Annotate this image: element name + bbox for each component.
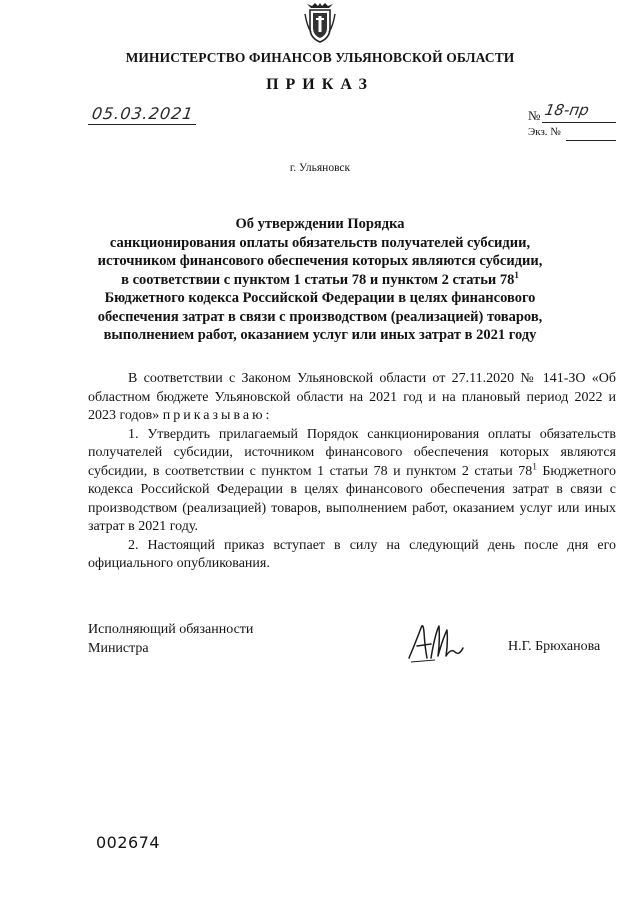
handwritten-signature bbox=[405, 618, 467, 666]
document-serial-number: 002674 bbox=[96, 833, 161, 852]
signer-name: Н.Г. Брюханова bbox=[508, 639, 601, 654]
title-superscript: 1 bbox=[514, 269, 519, 280]
title-line: источником финансового обеспечения которых являются субсидии, bbox=[97, 253, 543, 269]
signer-position: Исполняющий обязанности Министра bbox=[88, 622, 254, 656]
copy-number-underline bbox=[566, 140, 616, 141]
order-number: 18-пр bbox=[543, 101, 591, 119]
order-body bbox=[88, 370, 616, 574]
city: г. Ульяновск bbox=[289, 162, 351, 174]
title-line: Об утверждении Порядка bbox=[235, 216, 405, 232]
copy-number-label: Экз. № bbox=[528, 126, 561, 138]
document-type: ПРИКАЗ bbox=[266, 76, 374, 93]
title-line: выполнением работ, оказанием услуг или иных затрат в 2021 году bbox=[103, 327, 537, 343]
order-date: 05.03.2021 bbox=[90, 104, 195, 123]
clause-1: 1. Утвердить прилагаемый Порядок санкционирования оплаты обязательств получателей субсидии, источником финансового обеспечения которых являются субсидии, в соответствии с пунктом 1 статьи 78 и пунктом 2 статьи $78^1$ Бюджетного кодекса Российской Федерации в целях финансового обеспечения затрат в связи с производством (реализацией) товаров, выполнением работ, оказанием услуг или иных затрат в 2021 году. bbox=[88, 426, 616, 534]
order-keyword: приказываю: bbox=[162, 408, 273, 423]
number-underline bbox=[542, 122, 616, 123]
title-line: санкционирования оплаты обязательств получателей субсидии, bbox=[109, 234, 531, 251]
preamble-paragraph: В соответствии с Законом Ульяновской области от 27.11.2020 № 141-ЗО «Об областном бюджете Ульяновской области на 2021 год и на плановый период 2022 и 2023 годов» приказываю: bbox=[88, 371, 616, 423]
title-line: в соответствии с пунктом 1 статьи 78 и пунктом 2 статьи $78^1$ bbox=[121, 269, 519, 288]
number-label: № bbox=[528, 108, 541, 123]
ministry-name: МИНИСТЕРСТВО ФИНАНСОВ УЛЬЯНОВСКОЙ ОБЛАСТИ bbox=[125, 50, 515, 65]
coat-of-arms-icon bbox=[303, 2, 337, 44]
order-title bbox=[80, 215, 560, 345]
title-line: Бюджетного кодекса Российской Федерации в целях финансового bbox=[104, 290, 536, 306]
clause-superscript: 1 bbox=[532, 460, 537, 471]
clause-2: 2. Настоящий приказ вступает в силу на следующий день после дня его официального опубликования. bbox=[88, 537, 616, 571]
date-underline bbox=[88, 124, 196, 125]
title-line: обеспечения затрат в связи с производством (реализацией) товаров, bbox=[97, 308, 543, 325]
